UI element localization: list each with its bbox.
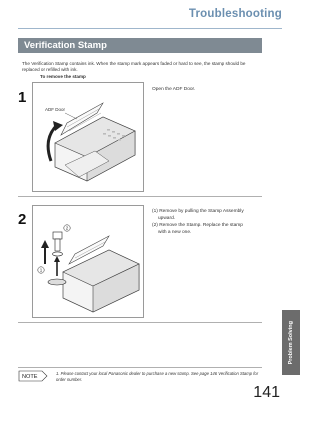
- side-tab-label: Problem Solving: [288, 320, 294, 365]
- step-2-line: upward.: [158, 216, 176, 221]
- step-divider: [18, 196, 262, 197]
- step-1-figure: [32, 82, 144, 192]
- note-icon: [18, 370, 48, 382]
- section-title: Verification Stamp: [18, 38, 262, 53]
- callout-number: 2: [65, 225, 69, 231]
- step-2-line: (2) Remove the Stamp. Replace the stamp: [152, 223, 243, 228]
- step-2-line: with a new one.: [158, 230, 192, 235]
- intro-paragraph: The Verification Stamp contains ink. When the stamp mark appears faded or hard to see, the stamp should be replaced or refilled with ink.: [22, 61, 246, 73]
- step-2-text: [152, 208, 260, 236]
- step-number: 2: [18, 211, 27, 228]
- note-badge-label: NOTE: [22, 374, 38, 381]
- step-divider: [18, 322, 262, 323]
- note-text: 1. Please contact your local Panasonic dealer to purchase a new stamp. See page 146 Verification Stamp for order number.: [56, 371, 259, 382]
- note-divider: [18, 367, 262, 368]
- fax-machine-open-door-illustration: [33, 83, 145, 193]
- step-2-line: (1) Remove by pulling the Stamp Assembly: [152, 209, 244, 214]
- header-rule: [18, 28, 282, 29]
- page-number: 141: [253, 384, 280, 401]
- stamp-removal-illustration: [33, 206, 145, 319]
- step-number: 1: [18, 89, 27, 106]
- callout-number: 1: [39, 267, 43, 273]
- page-header-title: Troubleshooting: [188, 8, 282, 20]
- side-tab-problem-solving: [282, 310, 300, 375]
- sub-heading: To remove the stamp: [40, 74, 86, 79]
- step-2-figure: [32, 205, 144, 318]
- adf-door-label: ADF Door: [45, 107, 66, 112]
- step-1-text: Open the ADF Door.: [152, 87, 196, 92]
